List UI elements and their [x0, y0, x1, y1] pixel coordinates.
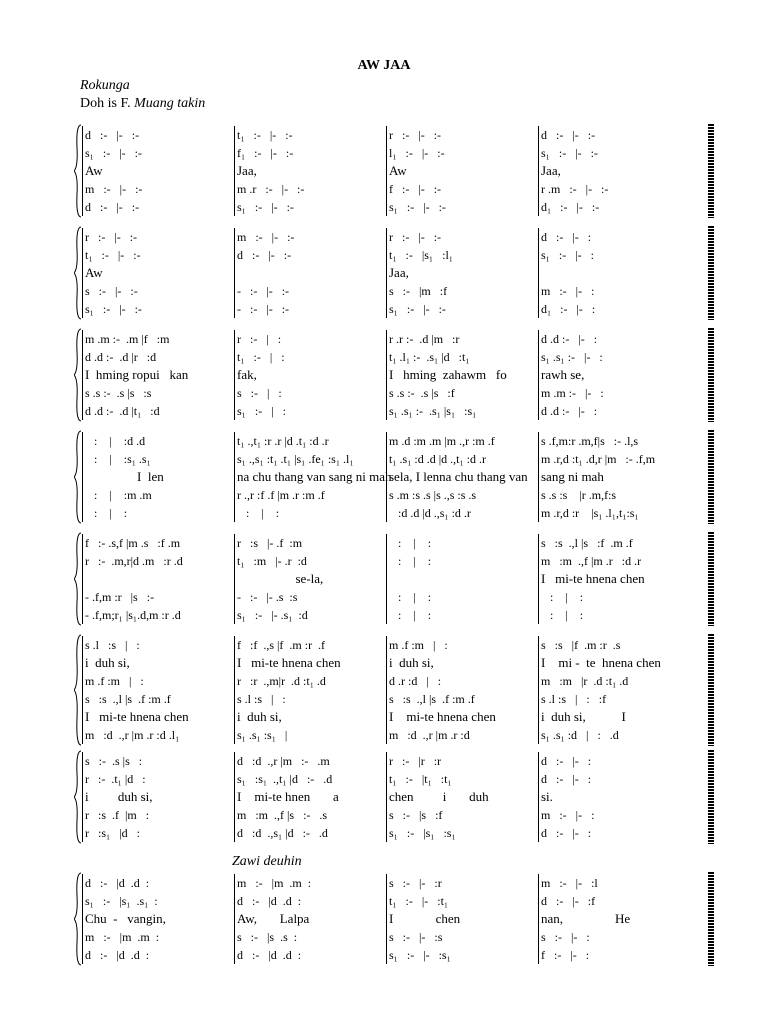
- measure-cell: :d .d |d .,s₁ :d .r: [389, 506, 471, 520]
- measure-cell: d :- |d .d :: [237, 948, 302, 962]
- measure-cell: d :- |- :: [541, 772, 592, 786]
- measure-cell: m :- |m .m :: [85, 930, 160, 944]
- measure-cell: t₁ :- |s₁ :l₁: [389, 248, 453, 262]
- measure-cell: d :- |- :-: [85, 128, 140, 142]
- lyric-cell: sela, I lenna chu thang van: [389, 469, 528, 484]
- system-end-bar: [708, 124, 714, 218]
- system-brace: [74, 872, 82, 966]
- lyric-row: [82, 468, 702, 486]
- measure-cell: : | :: [389, 590, 432, 604]
- measure-cell: r :- |- :-: [85, 230, 138, 244]
- measure-cell: t₁ :m |- .r :d: [237, 554, 307, 568]
- measure-cell: s :- | :: [237, 386, 282, 400]
- measure-cell: r :r .,m|r .d :t₁ .d: [237, 674, 326, 688]
- measure-cell: : | :: [541, 590, 584, 604]
- lyric-cell: na chu thang van sang ni mah: [237, 469, 392, 484]
- measure-cell: d .d :- .d |r :d: [85, 350, 157, 364]
- measure-cell: r :s |- .f :m: [237, 536, 303, 550]
- measure-cell: t₁ .l₁ :- .s₁ |d :t₁: [389, 350, 470, 364]
- measure-cell: d :- |- :-: [237, 248, 292, 262]
- lyric-row: [82, 162, 702, 180]
- measure-cell: s :s .,l |s .f :m .f: [85, 692, 171, 706]
- measure-cell: s .l :s | :: [85, 638, 140, 652]
- measure-cell: s₁ :- |- :s₁: [389, 948, 451, 962]
- measure-cell: s₁ :- |- :-: [237, 200, 294, 214]
- measure-cell: d .d :- |- :: [541, 404, 598, 418]
- measure-cell: r :- |r :r: [389, 754, 442, 768]
- measure-cell: m .r,d :r |s₁ .l₁,t₁:s₁: [541, 506, 639, 520]
- notation-row: [82, 928, 702, 946]
- measure-cell: s₁ .,s₁ :t₁ .t₁ |s₁ .fe₁ :s₁ .l₁: [237, 452, 354, 466]
- measure-cell: m .f :m | :: [389, 638, 448, 652]
- notation-row: [82, 432, 702, 450]
- measure-cell: s :- |- :r: [389, 876, 442, 890]
- measure-cell: s .l :s | :: [237, 692, 286, 706]
- measure-cell: s₁ :- |s₁ .s₁ :: [85, 894, 158, 908]
- measure-cell: m :- |- :-: [237, 230, 295, 244]
- measure-cell: f :- |- :-: [389, 182, 442, 196]
- measure-cell: m :- |- :l: [541, 876, 598, 890]
- measure-cell: s₁ :- | :: [237, 404, 286, 418]
- notation-row: [82, 504, 702, 522]
- lyric-cell: chen i duh: [389, 789, 489, 804]
- system-end-bar: [708, 872, 714, 966]
- notation-row: [82, 690, 702, 708]
- lyric-cell: rawh se,: [541, 367, 585, 382]
- key-line: [80, 96, 205, 112]
- lyric-cell: I mi-te hnen a: [237, 789, 339, 804]
- measure-cell: f :f .,s |f .m :r .f: [237, 638, 326, 652]
- lyric-cell: Jaa,: [237, 163, 257, 178]
- measure-cell: s .s :- .s |s :s: [85, 386, 152, 400]
- lyric-cell: fak,: [237, 367, 257, 382]
- measure-cell: m :m .,f |m .r :d .r: [541, 554, 642, 568]
- measure-cell: m .m :- |- :: [541, 386, 604, 400]
- arranger-label: Rokunga: [80, 78, 130, 93]
- lyric-cell: sang ni mah: [541, 469, 604, 484]
- notation-row: [82, 486, 702, 504]
- score-system: [74, 124, 714, 218]
- measure-cell: t₁ :- |- :-: [85, 248, 141, 262]
- tempo-marking: Muang takin: [134, 96, 206, 111]
- measure-cell: r .r :- .d |m :r: [389, 332, 460, 346]
- measure-cell: f :- |- :: [541, 948, 590, 962]
- measure-cell: s :s .,l |s .f :m .f: [389, 692, 475, 706]
- notation-row: [82, 144, 702, 162]
- notation-row: [82, 534, 702, 552]
- lyric-cell: Jaa,: [541, 163, 561, 178]
- notation-row: [82, 946, 702, 964]
- score-system: [74, 328, 714, 422]
- system-rows: [82, 872, 702, 966]
- notation-row: [82, 770, 702, 788]
- measure-cell: d :- |d .d :: [237, 894, 302, 908]
- measure-cell: : | :: [389, 608, 432, 622]
- notation-row: [82, 672, 702, 690]
- measure-cell: s₁ :- |- :-: [85, 146, 142, 160]
- measure-cell: s₁ :- |- :-: [389, 200, 446, 214]
- lyric-cell: I mi-te hnena chen: [541, 571, 645, 586]
- lyric-cell: i duh si,: [85, 655, 130, 670]
- song-title: AW JAA: [357, 58, 411, 73]
- measure-cell: s :s |f .m :r .s: [541, 638, 621, 652]
- measure-cell: d .r :d | :: [389, 674, 442, 688]
- measure-cell: r .m :- |- :-: [541, 182, 609, 196]
- lyric-cell: i duh si,: [85, 789, 153, 804]
- notation-row: [82, 282, 702, 300]
- system-brace: [74, 328, 82, 422]
- measure-cell: s .l :s | : :f: [541, 692, 607, 706]
- system-rows: [82, 226, 702, 320]
- system-end-bar: [708, 226, 714, 320]
- measure-cell: m .m :- .m |f :m: [85, 332, 170, 346]
- lyric-row: [82, 654, 702, 672]
- system-rows: [82, 124, 702, 218]
- measure-cell: - :- |- :-: [237, 284, 290, 298]
- notation-row: [82, 198, 702, 216]
- lyric-cell: Jaa,: [389, 265, 409, 280]
- measure-cell: f :- .s,f |m .s :f .m: [85, 536, 181, 550]
- system-end-bar: [708, 532, 714, 626]
- system-brace: [74, 124, 82, 218]
- measure-cell: r :- .t₁ |d :: [85, 772, 146, 786]
- measure-cell: : | :: [541, 608, 584, 622]
- notation-row: [82, 824, 702, 842]
- measure-cell: m :m |r .d :t₁ .d: [541, 674, 629, 688]
- lyric-cell: si.: [541, 789, 553, 804]
- measure-cell: m :d .,r |m .r :d .l₁: [85, 728, 180, 742]
- measure-cell: m .r,d :t₁ .d,r |m :- .f,m: [541, 452, 656, 466]
- notation-row: [82, 126, 702, 144]
- measure-cell: d .d :- |- :: [541, 332, 598, 346]
- measure-cell: s₁ :- |- :-: [389, 302, 446, 316]
- measure-cell: s :- .s |s :: [85, 754, 143, 768]
- notation-row: [82, 330, 702, 348]
- measure-cell: s₁ .s₁ :- .s₁ |s₁ :s₁: [389, 404, 477, 418]
- measure-cell: l₁ :- |- :-: [389, 146, 445, 160]
- lyric-cell: I hming ropui kan: [85, 367, 189, 382]
- measure-cell: m :d .,r |m .r :d: [389, 728, 470, 742]
- measure-cell: d :- |d .d :: [85, 948, 150, 962]
- notation-row: [82, 726, 702, 744]
- measure-cell: s :- |- :: [541, 930, 590, 944]
- lyric-cell: se-la,: [237, 571, 324, 586]
- measure-cell: - .f,m;r₁ |s₁.d,m :r .d: [85, 608, 181, 622]
- measure-cell: s₁ .s₁ :- |- :: [541, 350, 603, 364]
- lyric-cell: I len: [85, 469, 164, 484]
- measure-cell: : | :m .m: [85, 488, 152, 502]
- lyric-cell: I hming zahawm fo: [389, 367, 507, 382]
- notation-row: [82, 606, 702, 624]
- measure-cell: d₁ :- |- :: [541, 302, 596, 316]
- measure-cell: t₁ :- | :: [237, 350, 285, 364]
- measure-cell: s₁ :s₁ .,t₁ |d :- .d: [237, 772, 333, 786]
- score-system: [74, 750, 714, 844]
- measure-cell: s :- |- :s: [389, 930, 443, 944]
- measure-cell: s₁ .s₁ :s₁ |: [237, 728, 288, 742]
- measure-cell: m :- |- :: [541, 808, 595, 822]
- notation-row: [82, 636, 702, 654]
- lyric-row: [82, 910, 702, 928]
- measure-cell: s :s .,l |s :f .m .f: [541, 536, 633, 550]
- measure-cell: s₁ :- |- :: [541, 248, 594, 262]
- notation-row: [82, 588, 702, 606]
- measure-cell: d :- |- :f: [541, 894, 596, 908]
- system-rows: [82, 532, 702, 626]
- measure-cell: t₁ .,t₁ :r .r |d .t₁ :d .r: [237, 434, 329, 448]
- lyric-row: [82, 708, 702, 726]
- system-rows: [82, 430, 702, 524]
- measure-cell: s :- |s :f: [389, 808, 443, 822]
- lyric-cell: Aw: [389, 163, 407, 178]
- measure-cell: t₁ :- |- :t₁: [389, 894, 449, 908]
- measure-cell: s₁ :- |- .s₁ :d: [237, 608, 308, 622]
- measure-cell: r .,r :f .f |m .r :m .f: [237, 488, 325, 502]
- measure-cell: m .r :- |- :-: [237, 182, 305, 196]
- measure-cell: m :- |m .m :: [237, 876, 312, 890]
- notation-row: [82, 752, 702, 770]
- lyric-cell: I mi - te hnena chen: [541, 655, 661, 670]
- lyric-row: [82, 570, 702, 588]
- notation-row: [82, 348, 702, 366]
- measure-cell: s .s :- .s |s :f: [389, 386, 455, 400]
- measure-cell: s .f,m:r .m,f|s :- .l,s: [541, 434, 639, 448]
- measure-cell: d .d :- .d |t₁ :d: [85, 404, 160, 418]
- system-brace: [74, 634, 82, 746]
- lyric-cell: I mi-te hnena chen: [85, 709, 189, 724]
- system-rows: [82, 750, 702, 844]
- key-signature: Doh is F.: [80, 96, 131, 111]
- system-brace: [74, 532, 82, 626]
- measure-cell: - :- |- :-: [237, 302, 290, 316]
- measure-cell: : | :: [389, 536, 432, 550]
- lyric-cell: i duh si,: [389, 655, 434, 670]
- measure-cell: d₁ :- |- :-: [541, 200, 600, 214]
- lyric-row: [82, 788, 702, 806]
- lyric-cell: I mi-te hnena chen: [389, 709, 496, 724]
- lyric-cell: I chen: [389, 911, 461, 926]
- measure-cell: d :d .,s₁ |d :- .d: [237, 826, 328, 840]
- notation-row: [82, 450, 702, 468]
- lyric-cell: Aw: [85, 163, 103, 178]
- lyric-cell: Aw, Lalpa: [237, 911, 310, 926]
- measure-cell: s :- |- :-: [85, 284, 138, 298]
- measure-cell: m .d :m .m |m .,r :m .f: [389, 434, 495, 448]
- lyric-cell: Aw: [85, 265, 103, 280]
- measure-cell: m .f :m | :: [85, 674, 144, 688]
- notation-row: [82, 384, 702, 402]
- notation-row: [82, 300, 702, 318]
- lyric-cell: Chu - vangin,: [85, 911, 166, 926]
- measure-cell: r :s .f |m :: [85, 808, 150, 822]
- measure-cell: r :- .m,r|d .m :r .d: [85, 554, 183, 568]
- measure-cell: d :- |d .d :: [85, 876, 150, 890]
- measure-cell: s₁ :- |- :-: [85, 302, 142, 316]
- notation-row: [82, 246, 702, 264]
- notation-row: [82, 402, 702, 420]
- measure-cell: : | :s₁ .s₁: [85, 452, 151, 466]
- measure-cell: s₁ :- |s₁ :s₁: [389, 826, 456, 840]
- system-rows: [82, 328, 702, 422]
- system-end-bar: [708, 750, 714, 844]
- measure-cell: s .m :s .s |s .,s :s .s: [389, 488, 477, 502]
- system-brace: [74, 750, 82, 844]
- measure-cell: - .f,m :r |s :-: [85, 590, 155, 604]
- measure-cell: r :- | :: [237, 332, 282, 346]
- system-end-bar: [708, 328, 714, 422]
- measure-cell: d :- |- :: [541, 826, 592, 840]
- notation-row: [82, 892, 702, 910]
- measure-cell: - :- |- .s :s: [237, 590, 298, 604]
- lyric-row: [82, 264, 702, 282]
- measure-cell: t₁ :- |- :-: [237, 128, 293, 142]
- measure-cell: f₁ :- |- :-: [237, 146, 294, 160]
- notation-row: [82, 874, 702, 892]
- measure-cell: : | :: [389, 554, 432, 568]
- lyric-cell: i duh si, I: [541, 709, 626, 724]
- system-end-bar: [708, 634, 714, 746]
- measure-cell: : | :: [85, 506, 128, 520]
- system-brace: [74, 226, 82, 320]
- measure-cell: t₁ :- |t₁ :t₁: [389, 772, 452, 786]
- score-system: [74, 634, 714, 746]
- measure-cell: r :- |- :-: [389, 230, 442, 244]
- measure-cell: d :- |- :-: [541, 128, 596, 142]
- measure-cell: s :- |m :f: [389, 284, 448, 298]
- score-system: [74, 430, 714, 524]
- measure-cell: d :- |- :-: [85, 200, 140, 214]
- score-system: [74, 532, 714, 626]
- system-end-bar: [708, 430, 714, 524]
- measure-cell: m :- |- :-: [85, 182, 143, 196]
- lyric-cell: nan, He: [541, 911, 631, 926]
- measure-cell: s :- |s .s :: [237, 930, 298, 944]
- measure-cell: t₁ .s₁ :d .d |d .,t₁ :d .r: [389, 452, 486, 466]
- measure-cell: m :m .,f |s :- .s: [237, 808, 328, 822]
- measure-cell: m :- |- :: [541, 284, 595, 298]
- notation-row: [82, 180, 702, 198]
- lyric-cell: I mi-te hnena chen: [237, 655, 341, 670]
- measure-cell: : | :: [237, 506, 280, 520]
- measure-cell: s₁ :- |- :-: [541, 146, 598, 160]
- measure-cell: s₁ .s₁ :d | : .d: [541, 728, 619, 742]
- notation-row: [82, 552, 702, 570]
- measure-cell: d :- |- :: [541, 230, 592, 244]
- system-rows: [82, 634, 702, 746]
- measure-cell: : | :d .d: [85, 434, 146, 448]
- lyric-row: [82, 366, 702, 384]
- notation-row: [82, 806, 702, 824]
- measure-cell: d :- |- :: [541, 754, 592, 768]
- lyric-cell: i duh si,: [237, 709, 282, 724]
- measure-cell: s .s :s |r .m,f:s: [541, 488, 617, 502]
- section-label: Zawi deuhin: [232, 854, 302, 869]
- measure-cell: r :s₁ |d :: [85, 826, 140, 840]
- measure-cell: d :d .,r |m :- .m: [237, 754, 330, 768]
- score-system: [74, 872, 714, 966]
- measure-cell: r :- |- :-: [389, 128, 442, 142]
- notation-row: [82, 228, 702, 246]
- system-brace: [74, 430, 82, 524]
- score-system: [74, 226, 714, 320]
